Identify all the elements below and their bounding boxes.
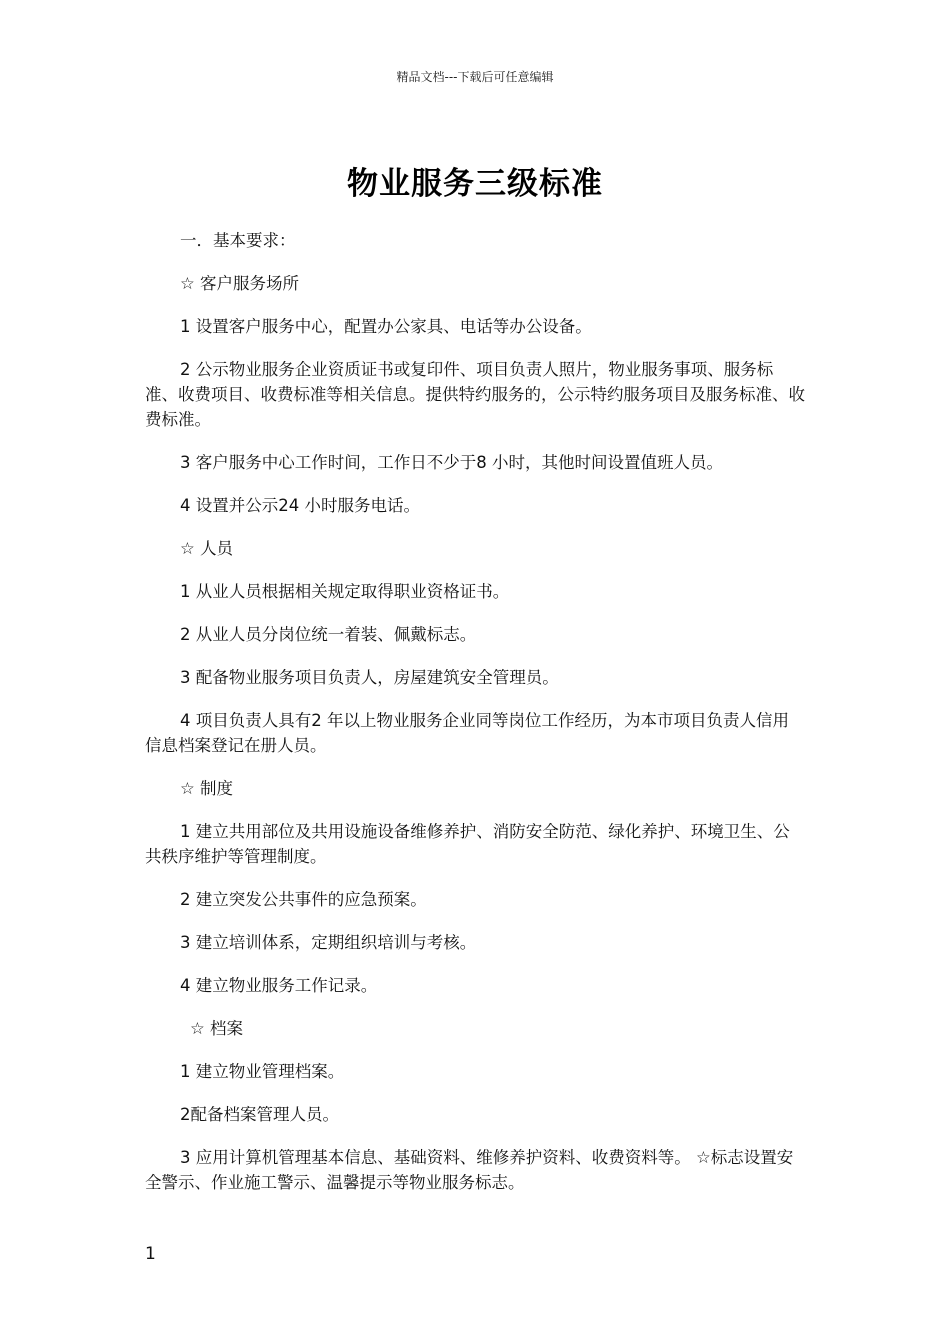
paragraph-item: 4 建立物业服务工作记录。 — [180, 976, 378, 995]
paragraph-item: 4 项目负责人具有2 年以上物业服务企业同等岗位工作经历，为本市项目负责人信用信息档案登记在册人员。 — [145, 711, 789, 755]
paragraph-item: 3 配备物业服务项目负责人，房屋建筑安全管理员。 — [180, 668, 559, 687]
subsection-archives: ☆ 档案 — [190, 1019, 244, 1038]
paragraph-item: 3 应用计算机管理基本信息、基础资料、维修养护资料、收费资料等。 ☆标志设置安全警示、作业施工警示、温馨提示等物业服务标志。 — [145, 1148, 794, 1192]
paragraph-item: 1 建立物业管理档案。 — [180, 1062, 345, 1081]
page-number: 1 — [145, 1244, 156, 1264]
paragraph-item: 1 设置客户服务中心，配置办公家具、电话等办公设备。 — [180, 317, 592, 336]
section-heading-basic-requirements: 一．基本要求： — [180, 231, 296, 250]
paragraph-item: 2 公示物业服务企业资质证书或复印件、项目负责人照片，物业服务事项、服务标准、收费项目、收费标准等相关信息。提供特约服务的，公示特约服务项目及服务标准、收费标准。 — [145, 360, 805, 429]
paragraph-item: 3 客户服务中心工作时间，工作日不少于8 小时，其他时间设置值班人员。 — [180, 453, 723, 472]
subsection-personnel: ☆ 人员 — [180, 539, 234, 558]
document-body — [145, 228, 805, 1213]
paragraph-item: 2 从业人员分岗位统一着装、佩戴标志。 — [180, 625, 477, 644]
paragraph-item: 2配备档案管理人员。 — [180, 1105, 339, 1124]
paragraph-item: 1 从业人员根据相关规定取得职业资格证书。 — [180, 582, 510, 601]
subsection-customer-service-venue: ☆ 客户服务场所 — [180, 274, 300, 293]
page-header: 精品文档---下载后可任意编辑 — [396, 70, 554, 84]
paragraph-item: 2 建立突发公共事件的应急预案。 — [180, 890, 427, 909]
document-title: 物业服务三级标准 — [347, 166, 603, 202]
paragraph-item: 3 建立培训体系，定期组织培训与考核。 — [180, 933, 477, 952]
subsection-system: ☆ 制度 — [180, 779, 234, 798]
paragraph-item: 1 建立共用部位及共用设施设备维修养护、消防安全防范、绿化养护、环境卫生、公共秩序维护等管理制度。 — [145, 822, 790, 866]
paragraph-item: 4 设置并公示24 小时服务电话。 — [180, 496, 420, 515]
